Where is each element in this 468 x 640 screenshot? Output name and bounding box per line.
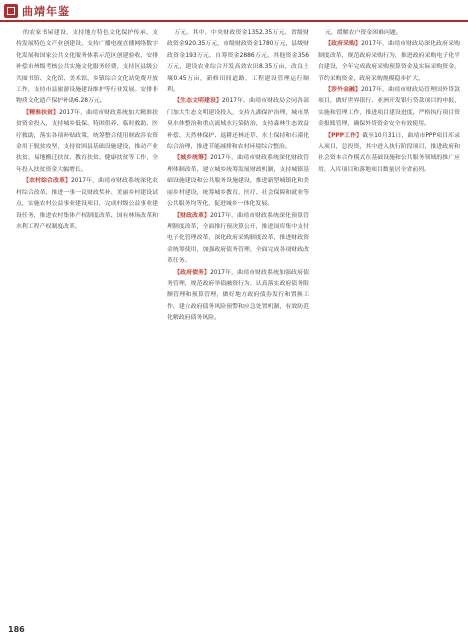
- paragraph-text: 2017年，曲靖市财政局会同各部门加大生态文明建设投入，支持九湖保护治理、城市黑臭水体整治和重点流域水污染防治，支持森林生态效益补偿、天然林保护、退耕还林还草、水土保持和石漠化综合治理，推进节能减排和农村环境综合整治。: [167, 98, 309, 151]
- paragraph: [16, 176, 158, 233]
- section-heading: 【财政改革】: [174, 212, 211, 219]
- paragraph-text: 万元。其中，中央财政资金1352.35万元、省级财政资金920.35万元，市级财政资金1780万元，县级财政资金193万元，自筹资金2886万元，其他资金356万元，建设农业综合开发高效农田8.35万亩，改良土壤0.45万亩，新修田间道路，工程建设管理运行顺利。: [167, 30, 309, 94]
- paragraph: [318, 131, 460, 177]
- paragraph: [167, 28, 309, 96]
- section-heading: 【农村综合改革】: [23, 178, 72, 185]
- paragraph-text: 2017年，曲靖市财政系统加强政府债务管理，规范政府举债融资行为，认真落实政府债务限额管理和预算管理，做好地方政府债券发行和置换工作，建立政府债务风险预警和应急处置机制，有效防范化解政府债务风险。: [167, 269, 309, 322]
- paragraph-text: 2017年，曲靖市财政系统深化农村综合改革，推进一事一议财政奖补、美丽乡村建设试点，实施农村公益事业建设项目，完成村级公益事业建设任务，推进农村集体产权制度改革、国有林场改革和水利工程产权制度改革。: [16, 178, 158, 230]
- section-heading: 【政府采购】: [325, 41, 362, 48]
- paragraph: [167, 96, 309, 153]
- section-heading: 【涉外金融】: [325, 87, 362, 94]
- paragraph: [167, 268, 309, 325]
- paragraph: [167, 211, 309, 268]
- yearbook-logo-icon: [4, 4, 18, 18]
- paragraph-text: 的农家书屋建设、支持地方特色文化保护传承、支持发展特色文产业创建设、支持广播电视直播网络数字化发展和国家公共文化服务体系示范区创建验收、安排补偿市州级考核公共实施文化服务经费，支持区县级公共图书馆、文化馆、美术馆、乡镇综合文化站免费开放工作，支持市县旅游设施建设维护等行业发展。安排非物质文化遗产保护补助6.28万元。: [16, 30, 158, 105]
- paragraph-text: 2017年，曲靖市财政系统深化预算管理制度改革，全面推行预决算公开，推进国库集中支付电子化管理改革，深化政府采购制度改革，推进财政资金统筹使用，加强政府债务管理，全面完成各项财政改革任务。: [167, 212, 309, 265]
- paragraph-text: 2017年，曲靖市财政系统深化财政管理体制改革，建立城乡统筹发展财政机制，支持城镇基础设施建设和公共服务设施建设，推进新型城镇化和美丽乡村建设，统筹城乡教育、医疗、社会保障和就业等公共服务均等化，促进城乡一体化发展。: [167, 155, 309, 208]
- section-heading: 【城乡统筹】: [174, 155, 211, 162]
- paragraph: [16, 108, 158, 176]
- section-heading: 【政府债务】: [174, 269, 211, 276]
- paragraph: [16, 28, 158, 108]
- paragraph: [318, 85, 460, 131]
- paragraph-text: 2017年，曲靖市财政局深化政府采购制度改革，规范政府采购行为，推进政府采购电子化平台建设，全年完成政府采购预算资金及实际采购资金，节约采购资金，政府采购规模稳步扩大。: [318, 41, 460, 82]
- text-column-1: [16, 28, 158, 614]
- page-number: 186: [8, 625, 25, 634]
- section-heading: 【生态文明建设】: [174, 98, 223, 105]
- paragraph: [318, 28, 460, 39]
- paragraph-text: 2017年，曲靖市财政局管理国外贷款项目，做好世界银行、亚洲开发银行贷款项目的申报、实施和管理工作，推进项目建设进度，严格执行项目资金报账管理，确保外贷资金安全有效使用。: [318, 87, 460, 128]
- paragraph-text: 2017年，曲靖市财政系统加大精准扶贫资金投入，支持城乡低保、特困供养、临时救助、医疗救助，落实各项补贴政策，统筹整合使用财政涉农资金用于脱贫攻坚，支持贫困县基础设施建设，推动产业扶贫、易地搬迁扶贫、教育扶贫、健康扶贫等工作，全年投入扶贫资金大幅增长。: [16, 109, 158, 173]
- section-heading: 【精准扶贫】: [23, 109, 60, 116]
- paragraph-text: 截至10月31日，曲靖市PPP项目库录入项目，总投资，其中进入执行阶段项目，推进政府和社会资本合作模式在基础设施和公共服务领域的推广应用，入库项目和落地项目数量居全省前列。: [318, 132, 460, 173]
- section-heading: 【PPP工作】: [325, 132, 363, 139]
- paragraph: [318, 39, 460, 85]
- text-column-2: [167, 28, 309, 614]
- paragraph-text: 元，缓解农户资金困难问题。: [325, 30, 402, 36]
- header-divider: [0, 20, 468, 22]
- text-column-3: [318, 28, 460, 614]
- paragraph: [167, 153, 309, 210]
- header-brand: 曲靖年鉴: [22, 5, 70, 18]
- page-header: [0, 0, 468, 22]
